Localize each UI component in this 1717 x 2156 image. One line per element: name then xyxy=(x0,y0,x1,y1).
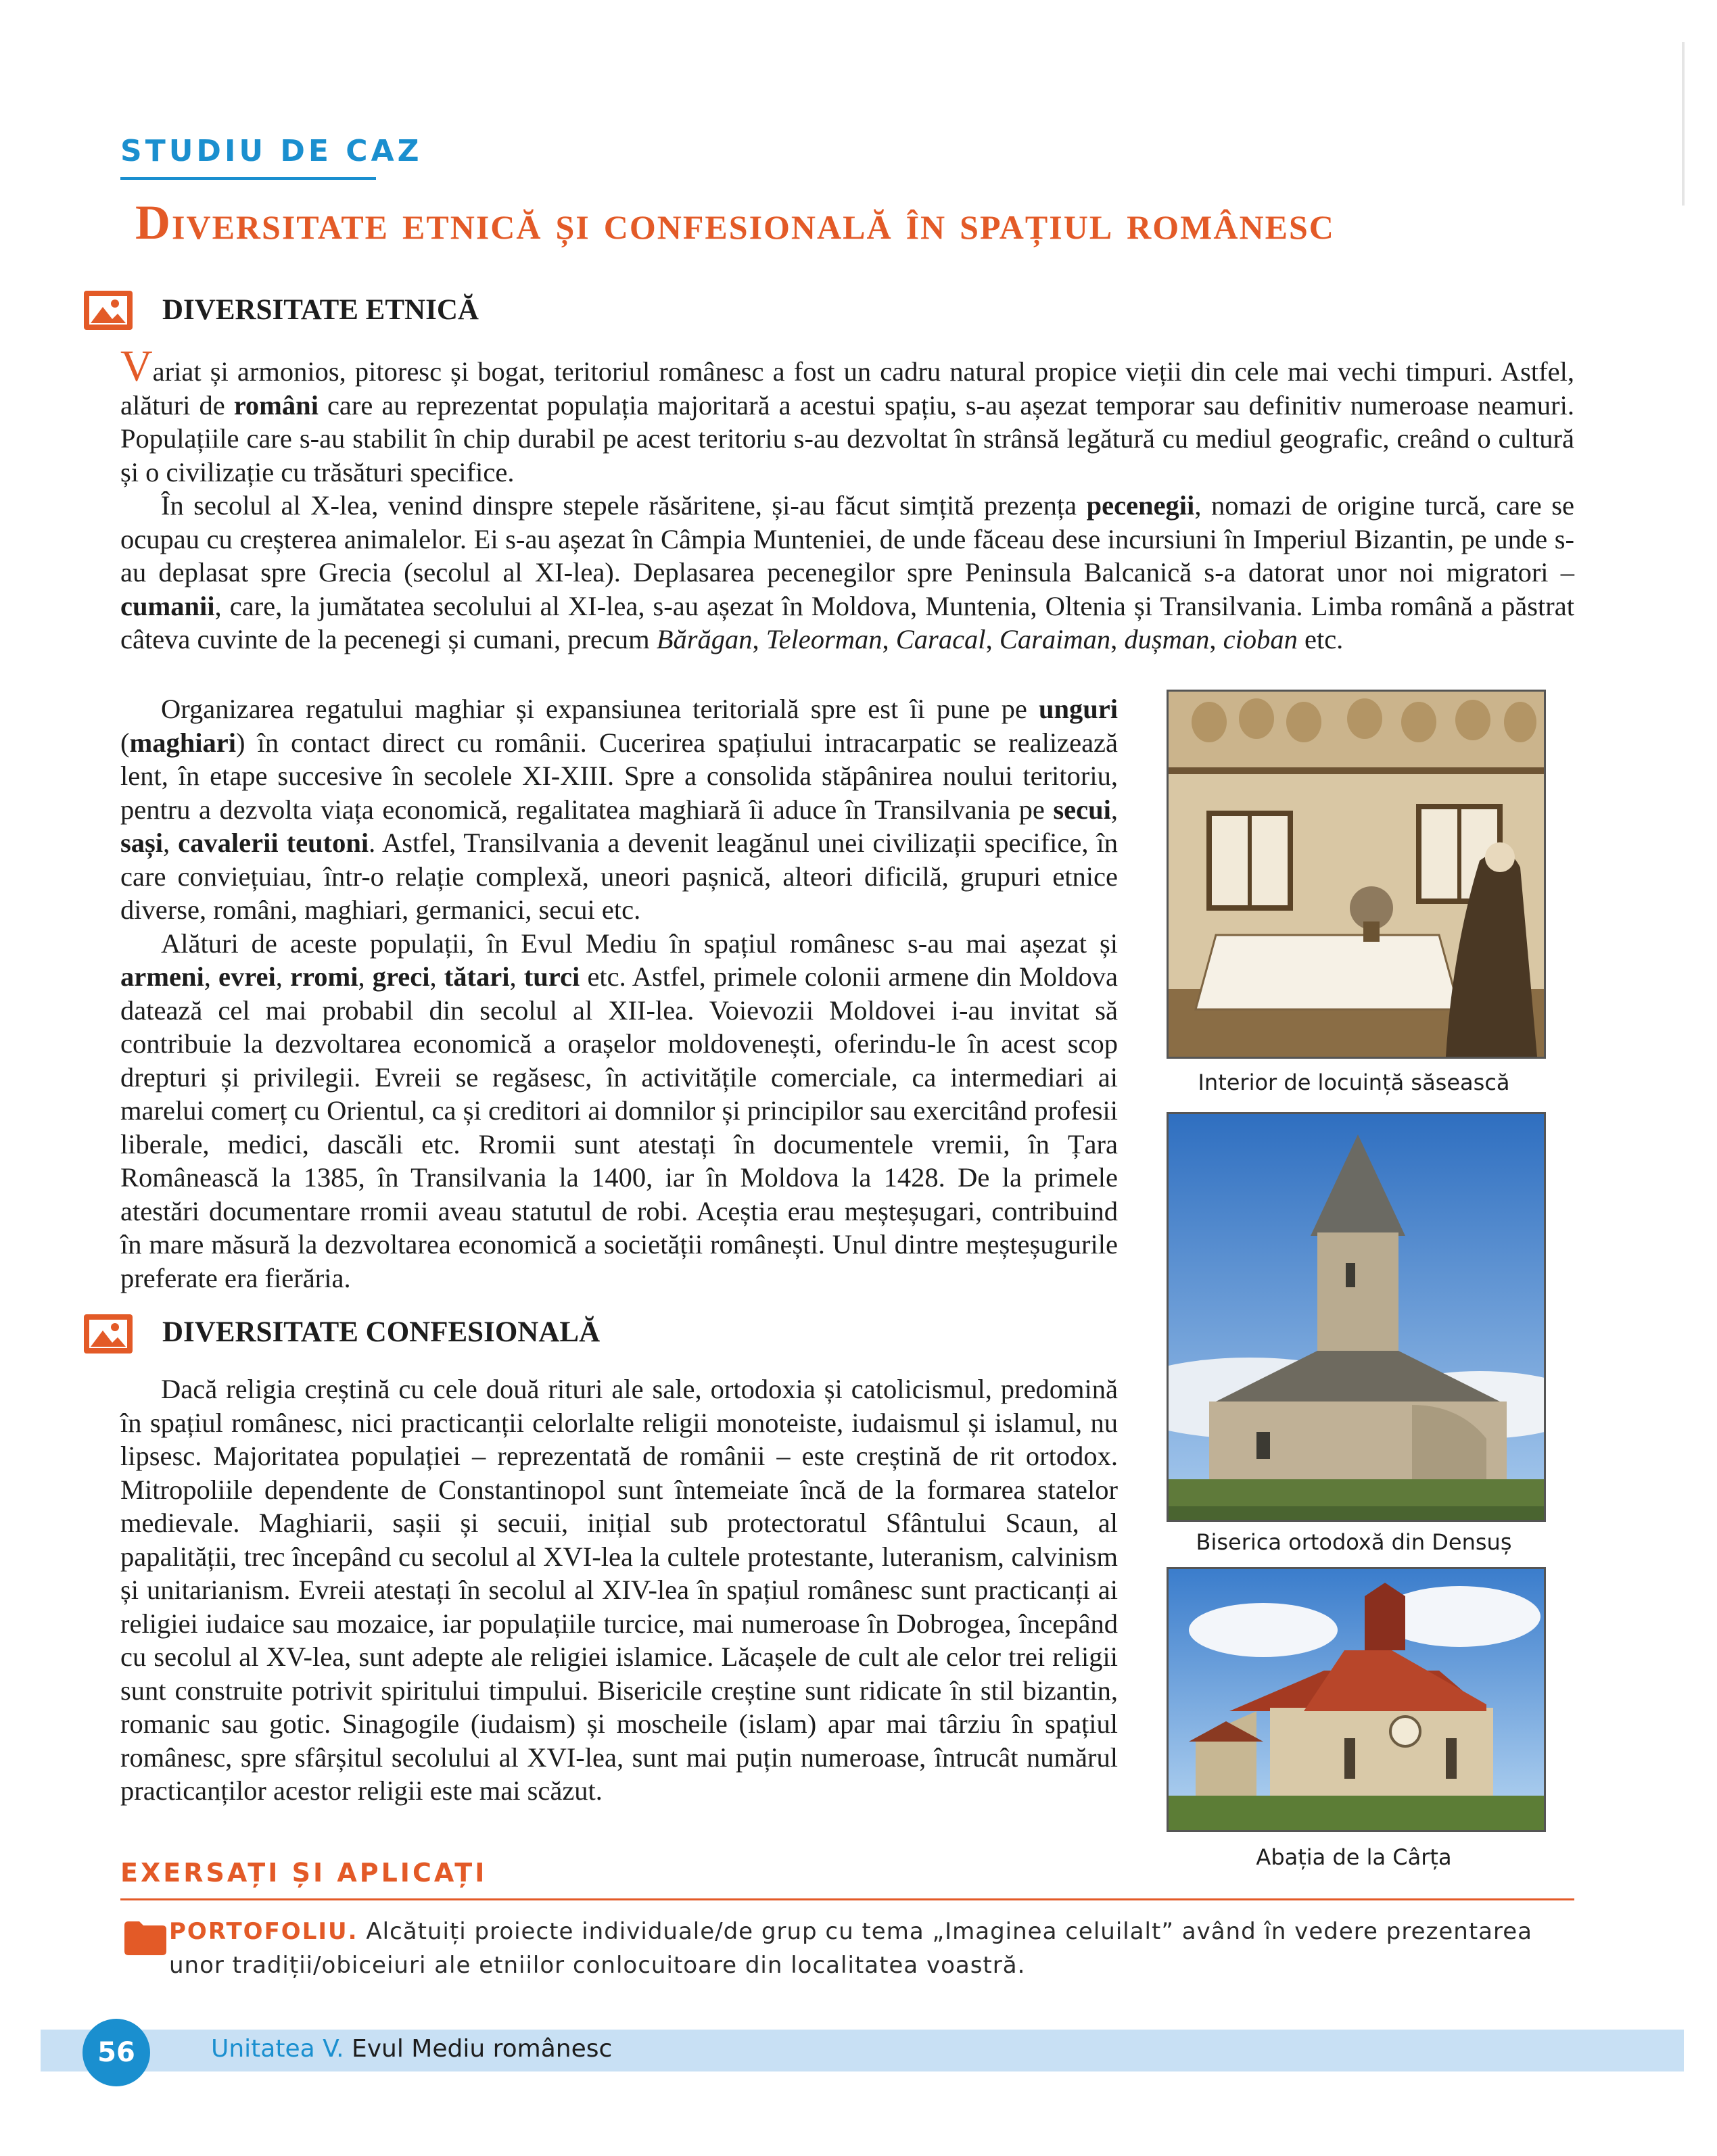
text-run: , xyxy=(429,961,444,992)
section-heading-confessional: DIVERSITATE CONFESIONALĂ xyxy=(162,1316,601,1348)
text-run: ariat și armonios, pitoresc și bogat, teritoriul românesc a fost un cadru natural propice vieții din cele mai vechi timpuri. Astfel, alături de xyxy=(120,356,1574,421)
bold-term: secui xyxy=(1053,794,1111,825)
text-run: etc. Astfel, primele colonii armene din Moldova datează cel mai probabil din secolul al XII-lea. Voievozii Moldovei i-au invitat să contribuie la dezvoltarea economică a orașelor moldovenești, oferindu-le în acest scop drepturi și privilegii. Evreii se regăsesc, în activitățile comerciale, ca intermediari ai marelui comerț cu Orientul, ca și creditori ai domnilor și principilor sau exercitând profesii liberale, medici, dascăli etc. Rromii sunt atestați în documentele vremii, în Țara Românească la 1385, în Transilvania la 1400, iar în Moldova la 1428. De la primele atestări documentare rromii aveau statutul de robi. Aceștia erau meșteșugari, contribuind în mare măsură la dezvoltarea economică a societății românești. Unul dintre meșteșugurile preferate era fierăria. xyxy=(120,961,1118,1293)
figure-caption: Abația de la Cârța xyxy=(1256,1844,1452,1870)
bold-term: unguri xyxy=(1038,694,1118,724)
unit-title: Evul Mediu românesc xyxy=(344,2035,613,2063)
italic-term: Teleorman xyxy=(766,624,883,654)
case-study-underline xyxy=(120,177,376,180)
portfolio-icon xyxy=(122,1919,169,1957)
text-run: care au reprezentat populația majoritară a acestui spațiu, s-au așezat temporar sau definitiv numeroase neamuri. Populațiile care s-au stabilit în chip durabil pe acest teritoriu s-au dezvoltat în strânsă legătură cu mediul geografic, creând o cultură și o civilizație cu trăsături specifice. xyxy=(120,389,1574,487)
paragraph xyxy=(120,341,1574,489)
case-study-label: STUDIU DE CAZ xyxy=(120,134,423,168)
bold-term: cavalerii teutoni xyxy=(178,828,369,858)
exercises-rule xyxy=(120,1898,1574,1900)
italic-term: Caraiman xyxy=(999,624,1111,654)
text-run: , xyxy=(204,961,219,992)
figure-caption: Interior de locuință săsească xyxy=(1198,1070,1510,1095)
text-run: . Astfel, Transilvania a devenit leagănul unei civilizații specifice, în care conviețuiau, într-o relație complexă, uneori pașnică, alteori dificilă, grupuri etnice diverse, români, maghiari, germanici, secui etc. xyxy=(120,828,1119,925)
paragraph: Dacă religia creștină cu cele două rituri ale sale, ortodoxia și catolicismul, predomină în spațiul românesc, nici practicanții celorlalte religii monoteiste, iudaismul și islamul, nu lipsesc. Majoritatea populației – reprezentată de românii – este creștină de rit ortodox. Mitropoliile dependente de Constantinopol sunt întemeiate încă de la formarea statelor medievale. Maghiarii, sașii și secuii, inițial sub protectoratul Sfântului Scaun, al papalității, trec începând cu secolul al XVI-lea la cultele protestante, luteranism, calvinism și unitarianism. Evreii atestați în secolul al XIV-lea în spațiul românesc sunt practicanți ai religiei iudaice sau mozaice, iar populațiile turcice, mai numeroase în Dobrogea, începând cu secolul al XV-lea, sunt adepte ale religiei islamice. Lăcașele de cult ale celor trei religii sunt construite potrivit spiritului timpului. Bisericile creștine sunt ridicate în stil bizantin, romanic sau gotic. Sinagogile (iudaism) și moscheile (islam) apar mai târziu în spațiul românesc, spre sfârșitul secolului al XVI-lea, sunt mai puțin numeroase, întrucât numărul practicanților acestor religii este mai scăzut. xyxy=(120,1374,1118,1806)
ethnic-text-top xyxy=(120,341,1574,656)
italic-term: cioban xyxy=(1223,624,1298,654)
bold-term: sași xyxy=(120,828,164,858)
bold-term: români xyxy=(233,389,319,421)
paragraph xyxy=(120,489,1574,656)
text-run: Organizarea regatului maghiar și expansiunea teritorială spre est îi pune pe xyxy=(161,694,1039,724)
portfolio-description: Alcătuiți proiecte individuale/de grup cu tema „Imaginea celuilalt” având în vedere prezentarea unor tradiții/obiceiuri ale etniilor conlocuitoare din localitatea voastră. xyxy=(169,1918,1532,1979)
margin-rule xyxy=(1682,42,1685,206)
bold-term: rromi xyxy=(290,961,358,992)
text-run: , xyxy=(509,961,524,992)
bold-term: greci xyxy=(372,961,430,992)
bold-term: pecenegii xyxy=(1086,490,1195,521)
paragraph xyxy=(120,927,1118,1295)
ethnic-text-column xyxy=(120,692,1118,1295)
page-title: Diversitate etnică și confesională în spațiul românesc xyxy=(135,195,1335,249)
unit-label: Unitatea V. xyxy=(211,2035,344,2063)
italic-term: Caracal xyxy=(895,624,986,654)
text-run: Alături de aceste populații, în Evul Mediu în spațiul românesc s-au mai așezat și xyxy=(161,928,1118,959)
text-run: , xyxy=(985,624,999,654)
page-number: 56 xyxy=(83,2019,150,2086)
saxon-interior-photo xyxy=(1167,690,1546,1059)
text-run: , xyxy=(358,961,373,992)
text-run: , nomazi de origine turcă, care se ocupau cu creșterea animalelor. Ei s-au așezat în Câmpia Munteniei, de unde făceau dese incursiuni în Imperiul Bizantin, pe unde s-au deplasat spre Grecia (secolul al XI-lea). Deplasarea pecenegilor spre Peninsula Balcanică s-a datorat unor noi migratori – xyxy=(120,490,1574,588)
carta-abbey-photo xyxy=(1167,1567,1546,1832)
bold-term: turci xyxy=(523,961,580,992)
text-run: , xyxy=(163,828,179,858)
bold-term: armeni xyxy=(120,961,204,992)
footer-unit-title xyxy=(211,2035,612,2063)
text-run: , care, la jumătatea secolului al XI-lea, s-au așezat în Moldova, Muntenia, Oltenia și Transilvania. Limba română a păstrat câteva cuvinte de la pecenegi și cumani, precum xyxy=(120,590,1574,654)
text-run: În secolul al X-lea, venind dinspre stepele răsăritene, și-au făcut simțită prezența xyxy=(161,490,1087,521)
text-run: , xyxy=(752,624,766,654)
text-run: , xyxy=(275,961,291,992)
text-run: ) în contact direct cu românii. Cucerirea spațiului intracarpatic se realizează lent, în etape succesive în secolele XI-XIII. Spre a consolida stăpânirea noului teritoriu, pentru a dezvolta viața economică, regalitatea maghiară îi aduce în Transilvania pe xyxy=(120,727,1118,825)
exercises-heading: EXERSAȚI ȘI APLICAȚI xyxy=(120,1858,488,1888)
bold-term: evrei xyxy=(218,961,276,992)
portfolio-label: PORTOFOLIU. xyxy=(169,1918,358,1945)
italic-term: Bărăgan xyxy=(656,624,753,654)
text-run: , xyxy=(1110,794,1118,825)
italic-term: dușman xyxy=(1124,624,1210,654)
portfolio-task xyxy=(169,1915,1589,1982)
bold-term: tătari xyxy=(444,961,510,992)
text-run: , xyxy=(1110,624,1125,654)
text-run: , xyxy=(882,624,896,654)
bold-term: cumanii xyxy=(120,590,215,621)
paragraph xyxy=(120,692,1118,927)
text-run: , xyxy=(1209,624,1223,654)
densus-church-photo xyxy=(1167,1112,1546,1522)
figure-caption: Biserica ortodoxă din Densuș xyxy=(1196,1529,1512,1555)
text-run: ( xyxy=(120,727,130,758)
text-run: etc. xyxy=(1297,624,1344,654)
image-icon xyxy=(83,289,134,331)
drop-cap: V xyxy=(120,341,153,391)
bold-term: maghiari xyxy=(129,727,236,758)
confessional-text xyxy=(120,1372,1118,1808)
section-heading-ethnic: DIVERSITATE ETNICĂ xyxy=(162,294,479,326)
image-icon xyxy=(83,1313,134,1355)
